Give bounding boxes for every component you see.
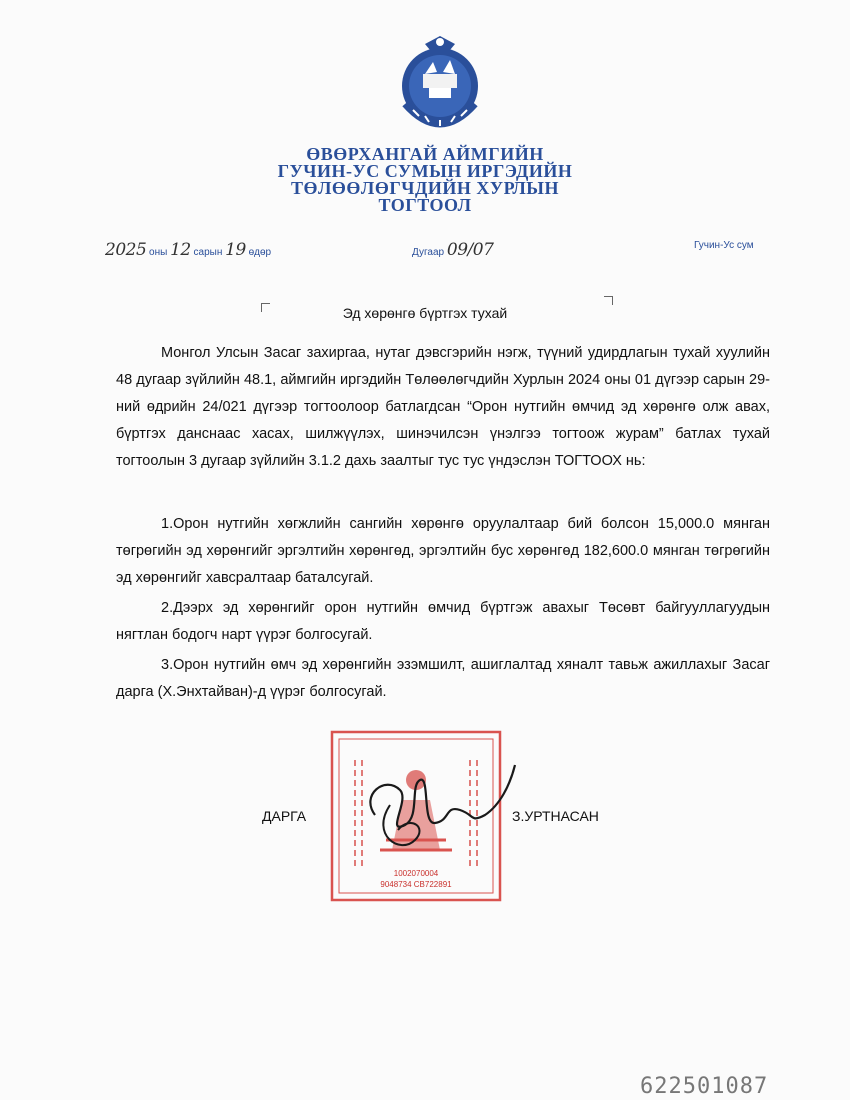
document-place: Гучин-Ус сум xyxy=(694,240,754,251)
signatory-title: ДАРГА xyxy=(262,808,307,824)
paragraph-item-3: 3.Орон нутгийн өмч эд хөрөнгийн эзэмшилт, ашиглалтад хяналт тавьж ажиллахыг Засаг дарга (Х.Энхтайван)-д үүрэг болгосугай. xyxy=(116,657,770,700)
date-month-suffix: сарын xyxy=(193,247,223,258)
stamp-code-2a: 9048734 xyxy=(380,880,412,889)
number-value: 09/07 xyxy=(446,240,494,260)
date-day: 19 xyxy=(225,240,246,260)
handwritten-signature xyxy=(350,755,520,875)
header-line-2: ГУЧИН-УС СУМЫН ИРГЭДИЙН xyxy=(277,161,573,181)
document-serial-number: 622501087 xyxy=(640,1074,769,1099)
state-emblem-icon xyxy=(395,34,485,134)
header-line-1: ӨВӨРХАНГАЙ АЙМГИЙН xyxy=(306,144,544,164)
date-day-suffix: өдөр xyxy=(248,247,272,258)
stamp-code-2 xyxy=(380,880,452,889)
document-subject: Эд хөрөнгө бүртгэх тухай xyxy=(342,305,508,321)
date-year: 2025 xyxy=(105,240,147,260)
header-line-4: ТОГТООЛ xyxy=(378,195,472,215)
date-month: 12 xyxy=(170,240,191,260)
document-number xyxy=(412,240,493,260)
stamp-code-2b: СВ722891 xyxy=(413,880,452,889)
number-label: Дугаар xyxy=(412,247,445,258)
corner-mark-right xyxy=(604,296,613,305)
signatory-name: З.УРТНАСАН xyxy=(512,808,599,824)
date-year-suffix: оны xyxy=(149,247,168,258)
header-line-3: ТӨЛӨӨЛӨГЧДИЙН ХУРЛЫН xyxy=(291,178,559,198)
document-date xyxy=(105,240,271,260)
paragraph-item-2: 2.Дээрх эд хөрөнгийг орон нутгийн өмчид бүртгэж авахыг Төсөвт байгууллагуудын нягтлан бодогч нарт үүрэг болгосугай. xyxy=(116,600,770,643)
stamp-code-1: 1002070004 xyxy=(393,869,439,878)
paragraph-item-1: 1.Орон нутгийн хөгжлийн сангийн хөрөнгө оруулалтаар бий болсон 15,000.0 мянган төгрөгийн эд хөрөнгийг эргэлтийн хөрөнгөд, эргэлтийн бус хөрөнгөд 182,600.0 мянган төгрөгийн эд хөрөнгийг хавсралтаар баталсугай. xyxy=(116,516,770,586)
paragraph-preamble: Монгол Улсын Засаг захиргаа, нутаг дэвсгэрийн нэгж, түүний удирдлагын тухай хуулийн 48 дугаар зүйлийн 48.1, аймгийн иргэдийн Төлөөлөгчдийн Хурлын 2024 оны 01 дүгээр сарын 29-ний өдрийн 24/021 дүгээр тогтоолоор батлагдсан “Орон нутгийн өмчид эд хөрөнгө олж авах, бүртгэх данснаас хасах, шилжүүлэх, шинэчилсэн үнэлгээ тогтоож журам” батлах тухай тогтоолын 3 дугаар зүйлийн 3.1.2 дахь заалтыг тус тус үндэслэн ТОГТООХ нь: xyxy=(116,345,770,469)
